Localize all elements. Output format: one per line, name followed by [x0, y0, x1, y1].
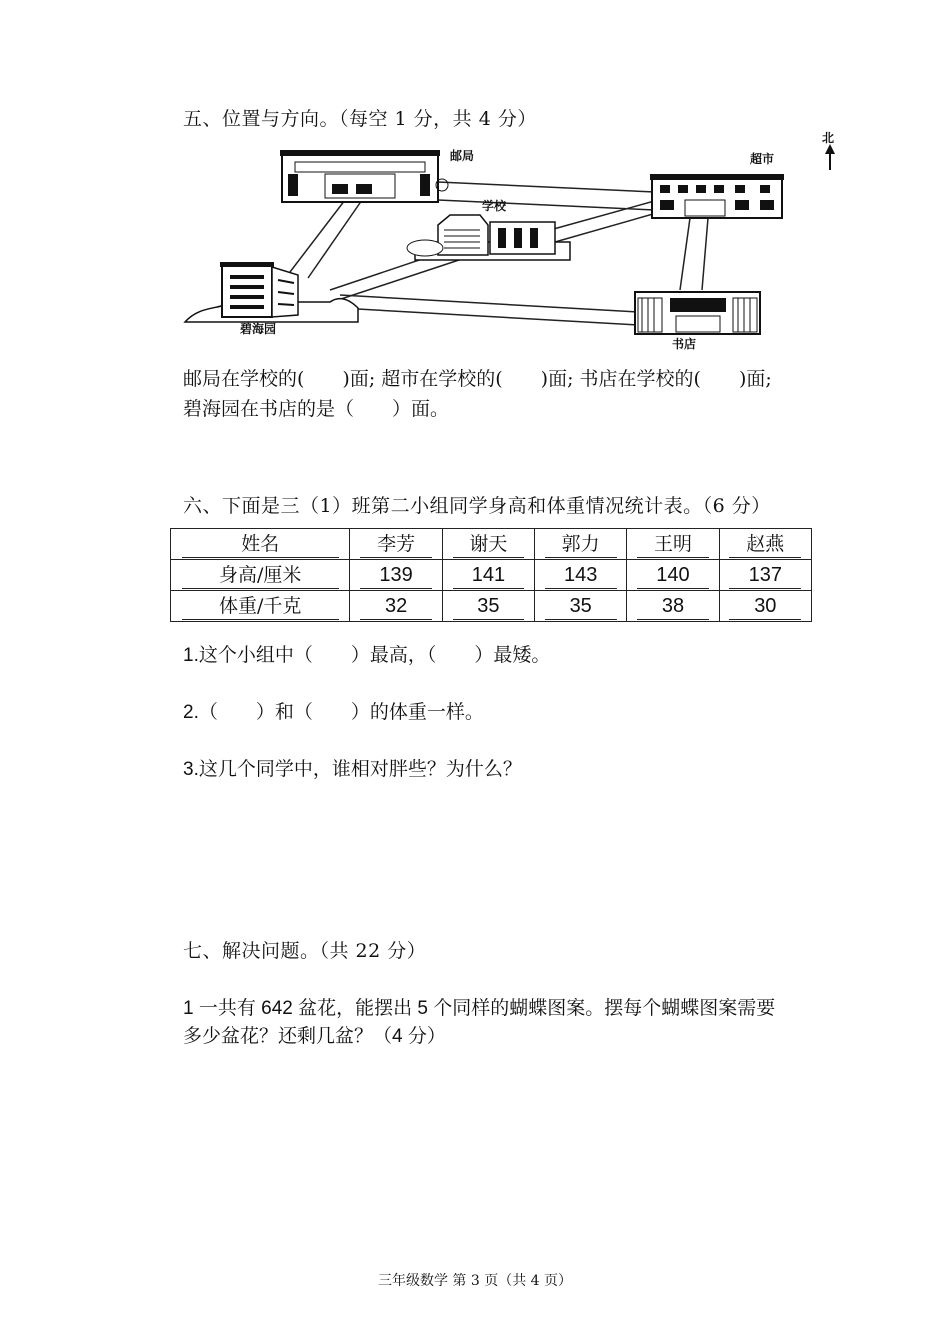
map-label-post-office: 邮局	[450, 149, 475, 163]
table-header-cell: 王明	[627, 529, 719, 560]
table-cell: 139	[350, 560, 442, 591]
north-arrow-icon	[825, 144, 835, 170]
bihaiyuan-building	[185, 262, 358, 322]
section7-heading: 七、解决问题。（共 22 分）	[183, 940, 427, 962]
table-row-label: 体重/千克	[171, 591, 350, 622]
map-label-school: 学校	[482, 199, 507, 213]
table-header-cell: 郭力	[535, 529, 627, 560]
school-building	[407, 215, 570, 260]
section6-question2: 2.（ ）和（ ）的体重一样。	[183, 702, 484, 723]
section6-question1: 1.这个小组中（ ）最高，（ ）最矮。	[183, 645, 551, 666]
table-row	[171, 591, 812, 622]
section7-question1-line2: 多少盆花？还剩几盆？（4 分）	[183, 1026, 446, 1047]
table-header-row	[171, 529, 812, 560]
table-row	[171, 560, 812, 591]
table-cell: 141	[442, 560, 534, 591]
table-cell: 32	[350, 591, 442, 622]
map-label-north: 北	[822, 131, 835, 145]
section7-question1-line1: 1 一共有 642 盆花，能摆出 5 个同样的蝴蝶图案。摆每个蝴蝶图案需要	[183, 998, 776, 1019]
section5-question-line1: 邮局在学校的( )面; 超市在学校的( )面; 书店在学校的( )面;	[183, 368, 772, 390]
bookstore-building	[635, 292, 760, 334]
location-map	[180, 130, 850, 355]
table-row-label: 身高/厘米	[171, 560, 350, 591]
table-cell: 137	[719, 560, 811, 591]
map-label-bihaiyuan: 碧海园	[240, 322, 277, 336]
map-label-supermarket: 超市	[750, 152, 775, 166]
table-header-cell: 赵燕	[719, 529, 811, 560]
table-header-cell: 谢天	[442, 529, 534, 560]
table-header-cell: 姓名	[171, 529, 350, 560]
section5-heading: 五、位置与方向。（每空 1 分，共 4 分）	[183, 108, 537, 130]
page-footer: 三年级数学 第 3 页（共 4 页）	[377, 1273, 573, 1289]
section6-question3: 3.这几个同学中，谁相对胖些？为什么？	[183, 759, 522, 780]
table-cell: 30	[719, 591, 811, 622]
table-cell: 35	[442, 591, 534, 622]
table-header-cell: 李芳	[350, 529, 442, 560]
height-weight-table	[170, 528, 812, 622]
supermarket-building	[650, 174, 784, 218]
map-label-bookstore: 书店	[672, 337, 697, 351]
section6-heading: 六、下面是三（1）班第二小组同学身高和体重情况统计表。（6 分）	[183, 495, 771, 517]
section5-question-line2: 碧海园在书店的是（ ）面。	[183, 398, 450, 420]
post-office-building	[280, 150, 448, 202]
table-cell: 143	[535, 560, 627, 591]
table-cell: 140	[627, 560, 719, 591]
table-cell: 38	[627, 591, 719, 622]
table-cell: 35	[535, 591, 627, 622]
